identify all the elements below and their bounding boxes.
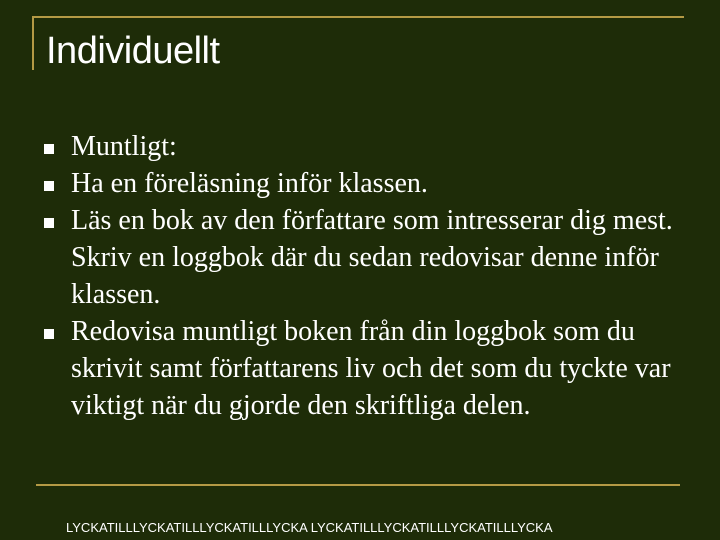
square-bullet-icon [44,329,54,339]
footer-text: LYCKATILLLYCKATILLLYCKATILLLYCKA LYCKATILLLYCKATILLLYCKATILLLYCKA [66,520,553,535]
bullet-item [44,165,684,202]
footer-divider [36,484,680,486]
bullet-text: Läs en bok av den författare som intresserar dig mest. Skriv en loggbok där du sedan redovisar denne inför klassen. [71,205,673,310]
bullet-text: Redovisa muntligt boken från din loggbok som du skrivit samt författarens liv och det som du tyckte var viktigt när du gjorde den skriftliga delen. [71,316,671,421]
bullet-item [44,128,684,165]
slide-title: Individuellt [46,30,220,72]
bullet-text: Muntligt: [71,131,177,162]
square-bullet-icon [44,144,54,154]
bullet-item [44,202,684,313]
square-bullet-icon [44,218,54,228]
square-bullet-icon [44,181,54,191]
bullet-item [44,313,684,424]
bullet-list [44,128,684,424]
bullet-text: Ha en föreläsning inför klassen. [71,168,428,199]
